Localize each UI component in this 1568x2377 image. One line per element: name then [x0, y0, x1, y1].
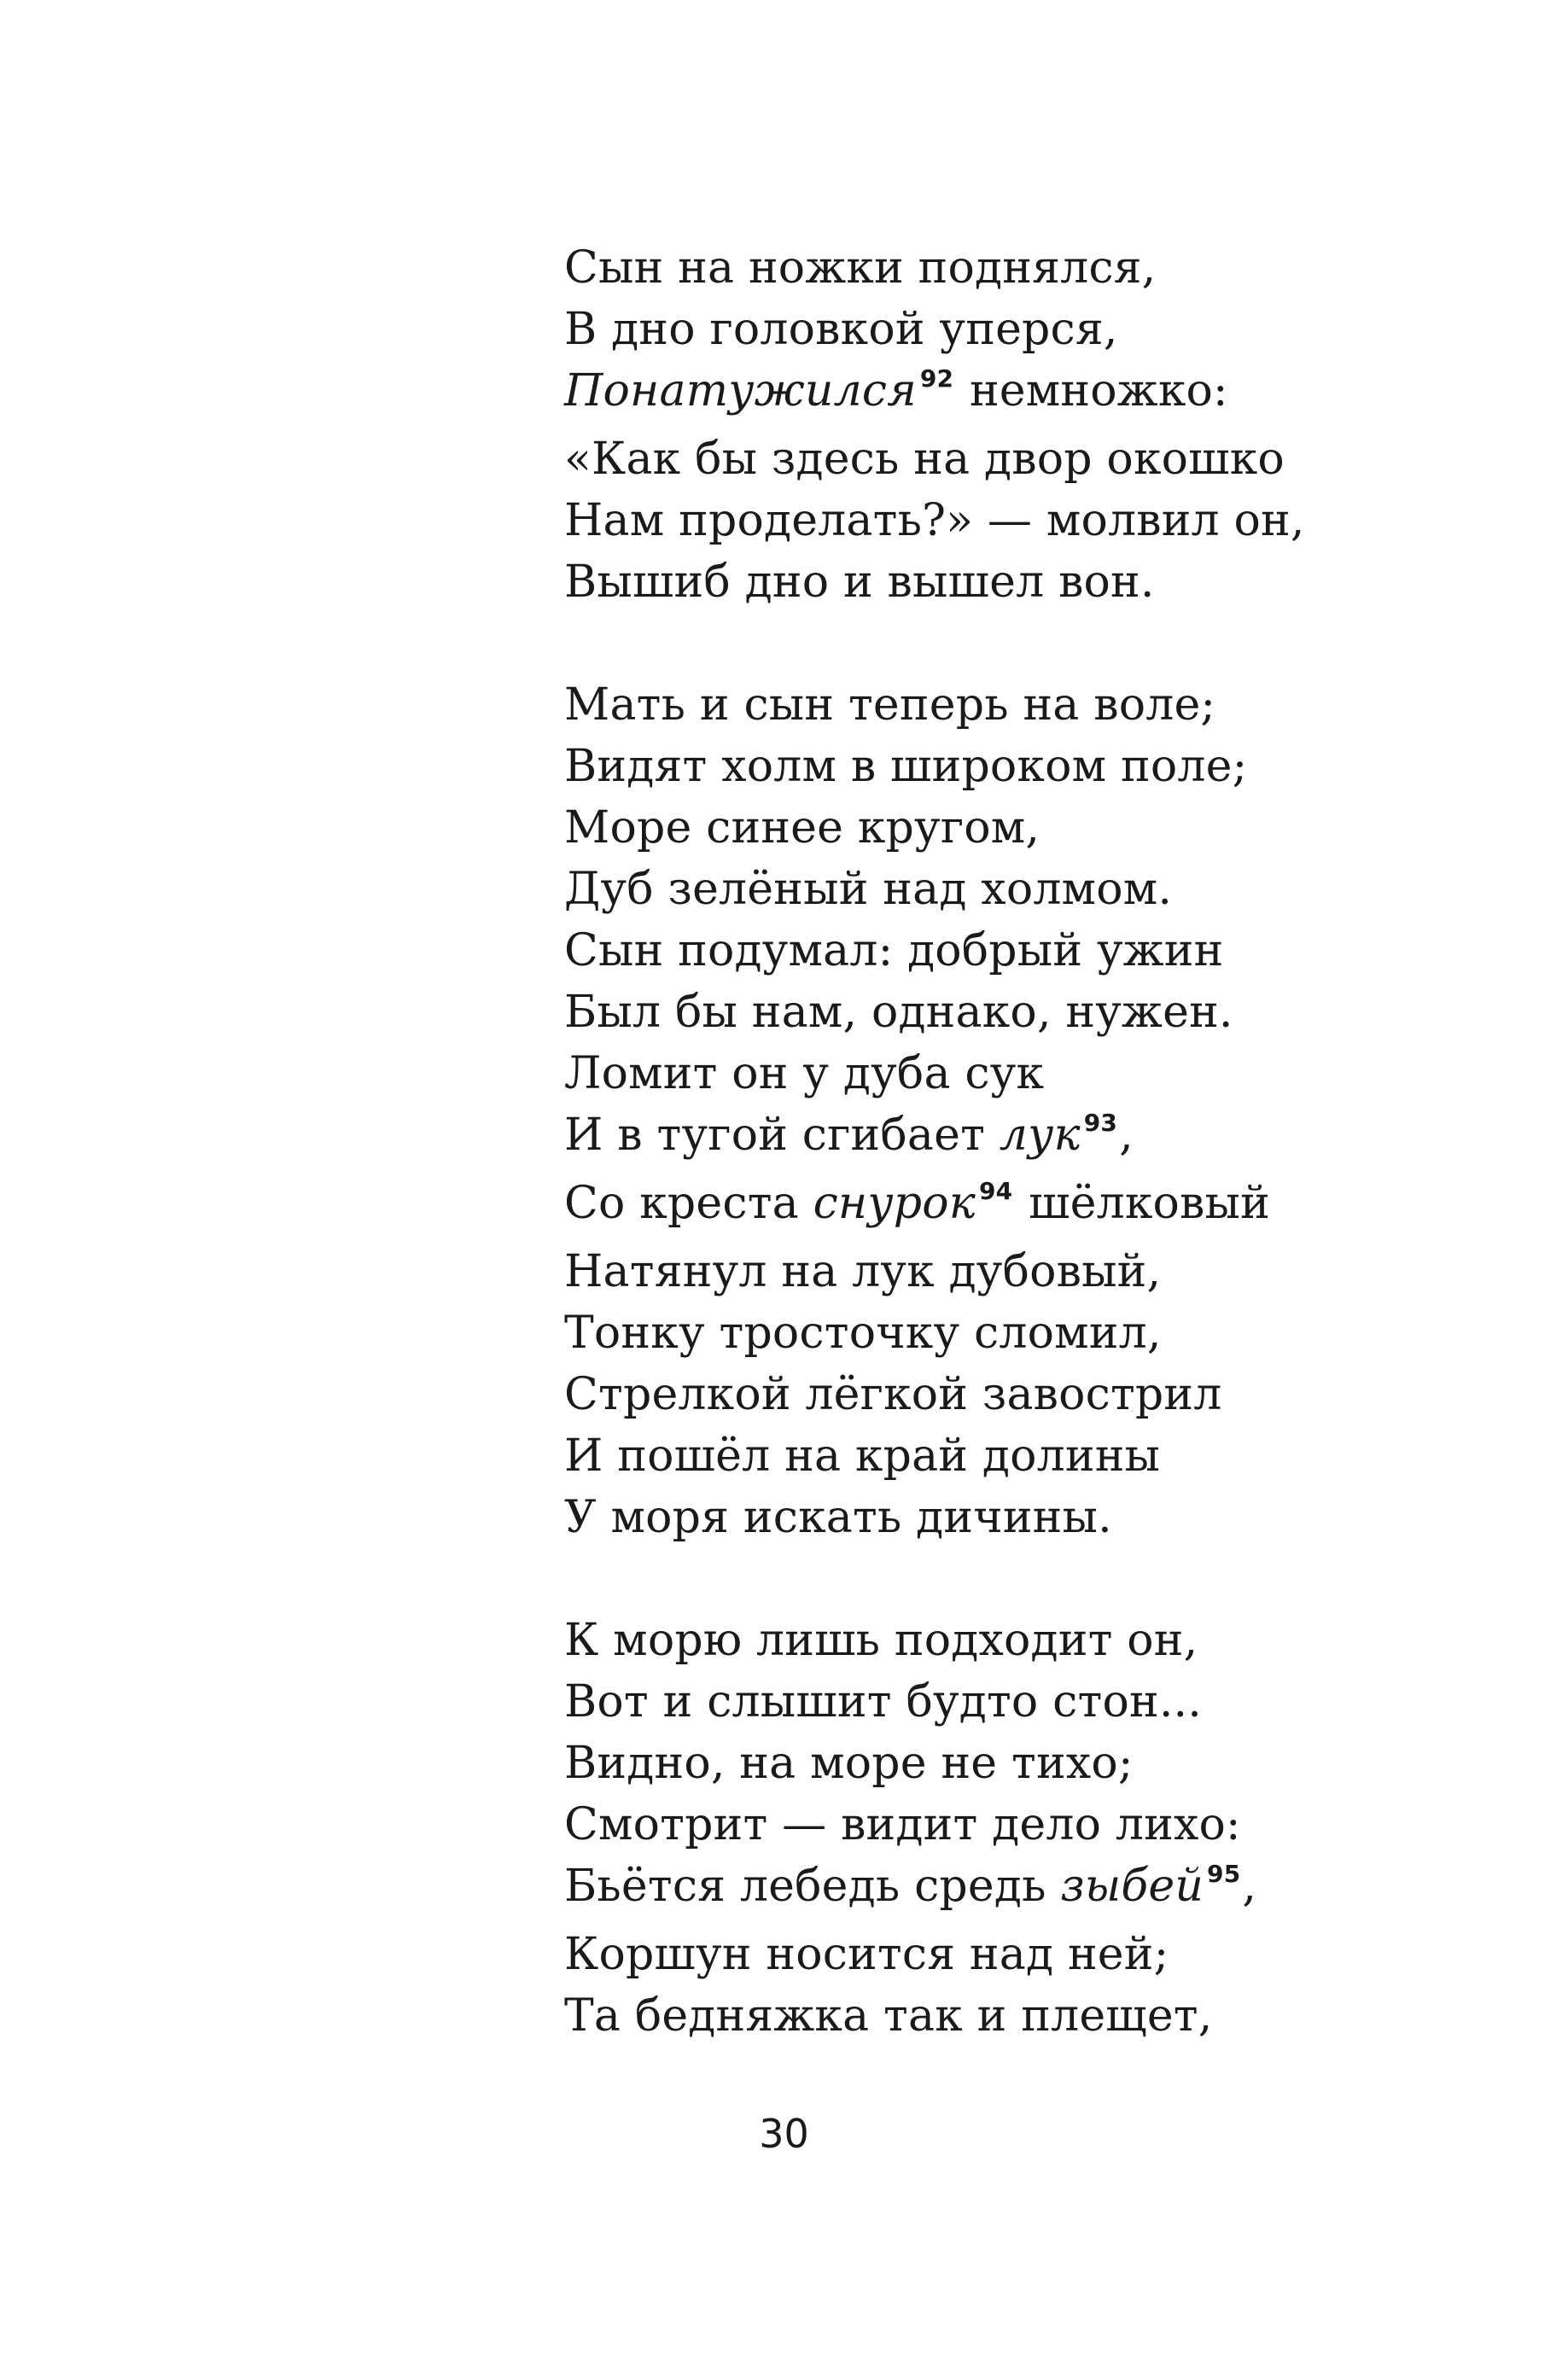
poem-line: [564, 1985, 1503, 2047]
line-text: Видно, на море не тихо;: [564, 1738, 1134, 1789]
line-text: Со креста: [564, 1178, 813, 1229]
line-text: Бьётся лебедь средь: [564, 1861, 1061, 1912]
line-text: Был бы нам, однако, нужен.: [564, 987, 1233, 1038]
poem-line: [564, 1425, 1503, 1487]
poem-line: [564, 1364, 1503, 1425]
poem-line: [564, 551, 1503, 613]
poem-line: [564, 920, 1503, 982]
poem-line: [564, 1856, 1503, 1924]
poem-line: [564, 1241, 1503, 1302]
line-text: Море синее кругом,: [564, 802, 1040, 854]
glossed-word: лук: [999, 1110, 1081, 1161]
poem-line: [564, 299, 1503, 360]
poem-line: [564, 982, 1503, 1043]
poem-line: [564, 1104, 1503, 1173]
line-text: ,: [1242, 1861, 1257, 1912]
footnote-marker[interactable]: 94: [979, 1177, 1013, 1205]
poem-line: [564, 859, 1503, 920]
line-text: Сын на ножки поднялся,: [564, 242, 1157, 294]
poem-line: [564, 674, 1503, 736]
line-text: Коршун носится над ней;: [564, 1929, 1169, 1980]
poem-line: [564, 237, 1503, 299]
line-text: Та бедняжка так и плещет,: [564, 1990, 1213, 2042]
poem-line: [564, 1173, 1503, 1241]
line-text: шёлковый: [1014, 1178, 1270, 1229]
poem-line: [564, 1924, 1503, 1985]
glossed-word: снурок: [813, 1178, 976, 1229]
glossed-word: зыбей: [1060, 1861, 1204, 1912]
line-text: В дно головкой уперся,: [564, 304, 1118, 355]
line-text: Сын подумал: добрый ужин: [564, 925, 1224, 976]
poem-line: [564, 1043, 1503, 1104]
line-text: И в тугой сгибает: [564, 1110, 1000, 1161]
footnote-marker[interactable]: 93: [1083, 1109, 1118, 1137]
line-text: Вышиб дно и вышел вон.: [564, 556, 1155, 608]
line-text: Смотрит — видит дело лихо:: [564, 1799, 1241, 1850]
line-text: Вот и слышит будто стон...: [564, 1676, 1203, 1727]
line-text: К морю лишь подходит он,: [564, 1615, 1198, 1666]
line-text: Дуб зелёный над холмом.: [564, 864, 1173, 915]
line-text: Видят холм в широком поле;: [564, 741, 1248, 792]
stanza: [564, 1610, 1503, 2047]
poem-line: [564, 428, 1503, 490]
poem-line: [564, 360, 1503, 428]
poem-line: [564, 1794, 1503, 1856]
line-text: У моря искать дичины.: [564, 1492, 1112, 1543]
stanza: [564, 237, 1503, 613]
poem-line: [564, 797, 1503, 859]
page-number: 30: [759, 2111, 809, 2157]
footnote-marker[interactable]: 92: [919, 364, 954, 393]
line-text: Тонку тросточку сломил,: [564, 1308, 1162, 1359]
footnote-marker[interactable]: 95: [1207, 1860, 1241, 1888]
line-text: И пошёл на край долины: [564, 1430, 1161, 1482]
poem-text: [564, 237, 1503, 2047]
poem-line: [564, 1610, 1503, 1671]
line-text: Ломит он у дуба сук: [564, 1048, 1045, 1099]
line-text: немножко:: [955, 365, 1228, 417]
line-text: «Как бы здесь на двор окошко: [564, 434, 1285, 485]
stanza: [564, 674, 1503, 1548]
line-text: Нам проделать?» — молвил он,: [564, 495, 1305, 546]
poem-line: [564, 1302, 1503, 1364]
poem-line: [564, 1487, 1503, 1548]
poem-line: [564, 490, 1503, 551]
poem-line: [564, 1671, 1503, 1733]
poem-line: [564, 1733, 1503, 1794]
glossed-word: Понатужился: [564, 365, 917, 417]
line-text: ,: [1119, 1110, 1134, 1161]
line-text: Стрелкой лёгкой завострил: [564, 1369, 1222, 1420]
poem-line: [564, 736, 1503, 797]
line-text: Натянул на лук дубовый,: [564, 1246, 1162, 1297]
line-text: Мать и сын теперь на воле;: [564, 679, 1216, 731]
